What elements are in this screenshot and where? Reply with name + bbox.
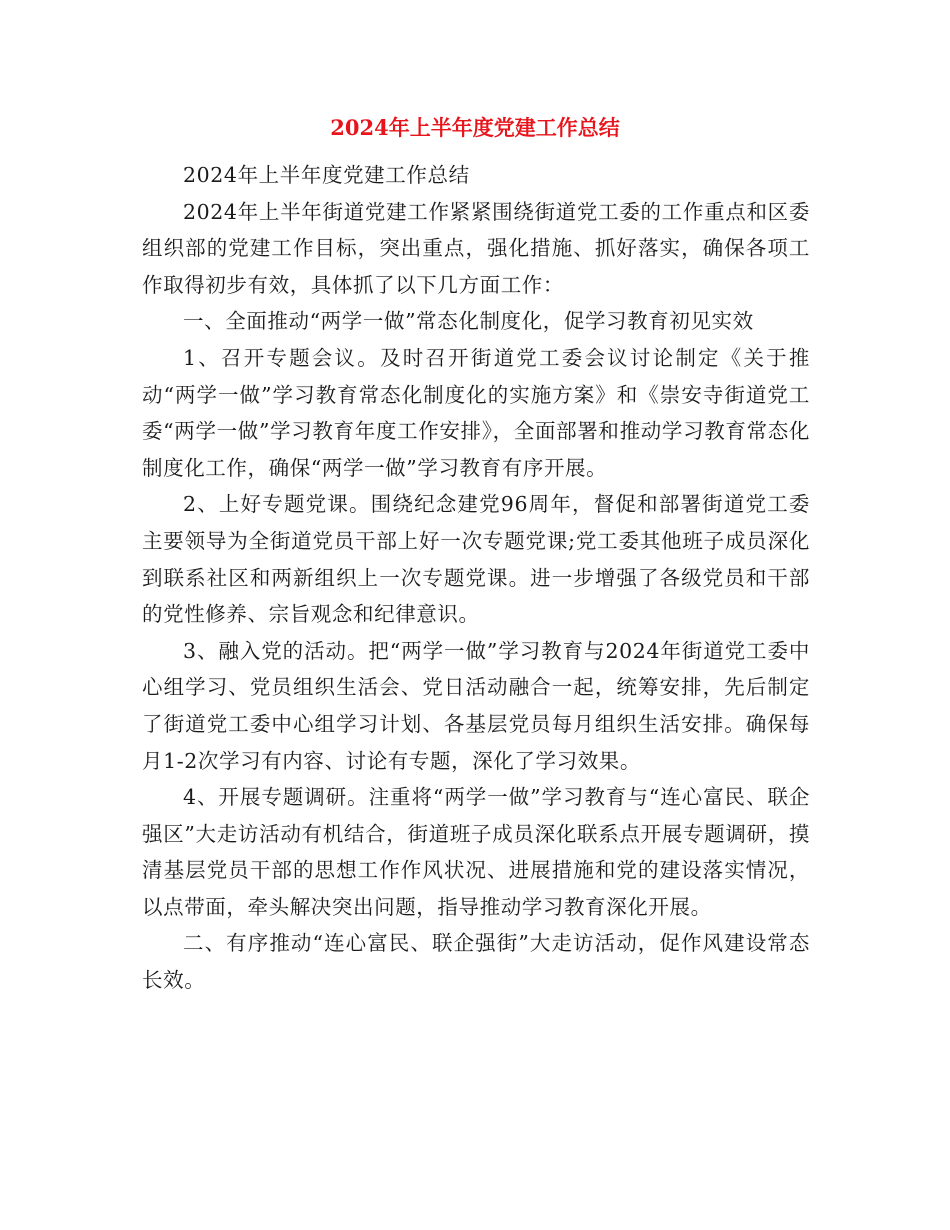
paragraph-intro: 2024年上半年街道党建工作紧紧围绕街道党工委的工作重点和区委组织部的党建工作目标，突出重点，强化措施、抓好落实，确保各项工作取得初步有效，具体抓了以下几方面工作： [142, 199, 810, 297]
paragraph-item-3: 3、融入党的活动。把“两学一做”学习教育与2024年街道党工委中心组学习、党员组织生活会、党日活动融合一起，统筹安排，先后制定了街道党工委中心组学习计划、各基层党员每月组织生活安排。确保每月1-2次学习有内容、讨论有专题，深化了学习效果。 [142, 638, 810, 773]
section-heading-1: 一、全面推动“两学一做”常态化制度化，促学习教育初见实效 [183, 309, 754, 334]
document-body [142, 157, 810, 999]
paragraph-item-1: 1、召开专题会议。及时召开街道党工委会议讨论制定《关于推动“两学一做”学习教育常态化制度化的实施方案》和《崇安寺街道党工委“两学一做”学习教育年度工作安排》，全面部署和推动学习教育常态化制度化工作，确保“两学一做”学习教育有序开展。 [142, 345, 810, 480]
paragraph-item-4: 4、开展专题调研。注重将“两学一做”学习教育与“连心富民、联企强区”大走访活动有机结合，街道班子成员深化联系点开展专题调研，摸清基层党员干部的思想工作作风状况、进展措施和党的建设落实情况，以点带面，牵头解决突出问题，指导推动学习教育深化开展。 [142, 785, 810, 919]
document-title: 2024年上半年度党建工作总结 [330, 115, 620, 140]
paragraph-item-2: 2、上好专题党课。围绕纪念建党96周年，督促和部署街道党工委主要领导为全街道党员干部上好一次专题党课;党工委其他班子成员深化到联系社区和两新组织上一次专题党课。进一步增强了各级党员和干部的党性修养、宗旨观念和纪律意识。 [142, 492, 810, 627]
section-heading-2: 二、有序推动“连心富民、联企强街”大走访活动，促作风建设常态长效。 [142, 931, 810, 993]
paragraph-subtitle: 2024年上半年度党建工作总结 [183, 163, 470, 187]
